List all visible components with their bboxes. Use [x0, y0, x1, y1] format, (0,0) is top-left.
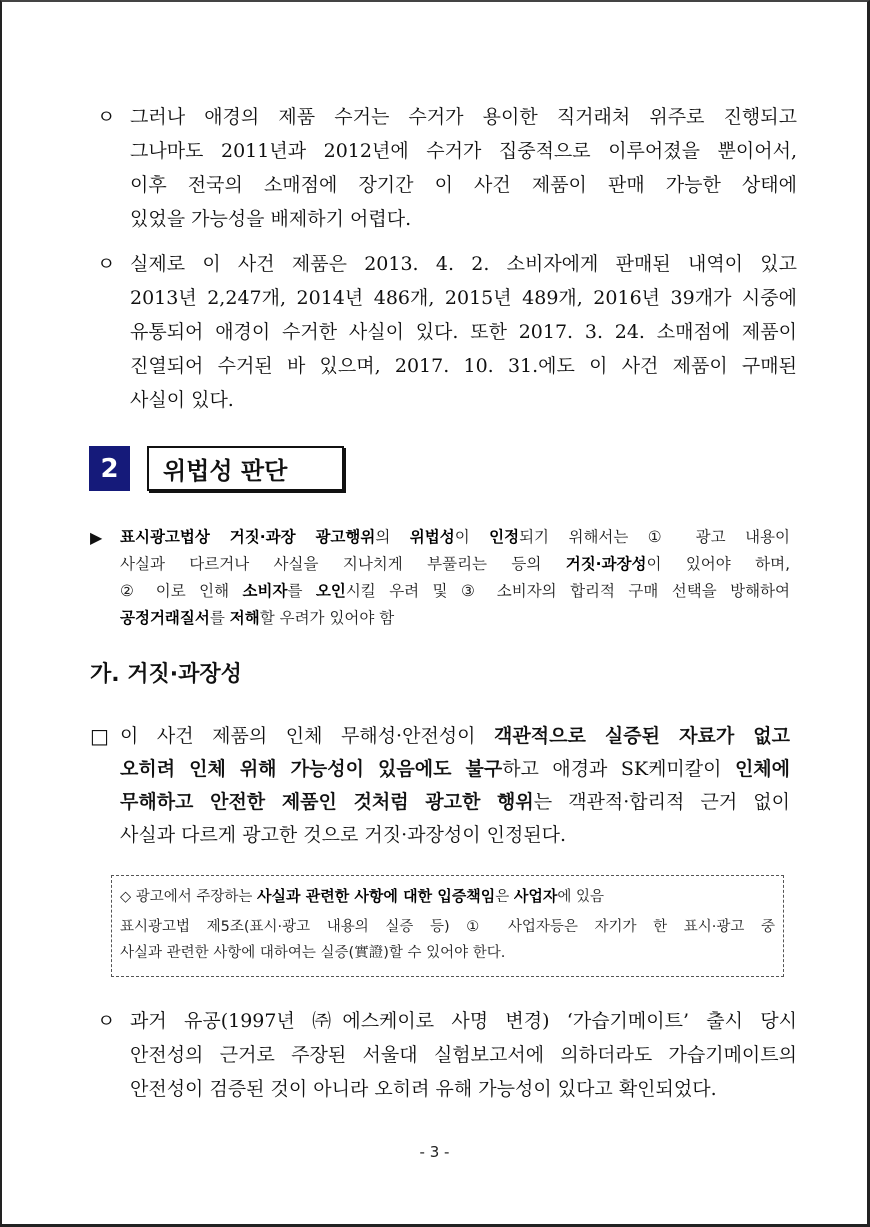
- finding-line: 이 사건 제품의 인체 무해성·안전성이 객관적으로 실증된 자료가 없고: [120, 725, 790, 747]
- paragraph-line: 있었을 가능성을 배제하기 어렵다.: [130, 208, 412, 230]
- finding-line: 오히려 인체 위해 가능성이 있음에도 불구하고 애경과 SK케미칼이 인체에: [120, 758, 791, 780]
- finding-line: 무해하고 안전한 제품인 것처럼 광고한 행위는 객관적·합리적 근거 없이: [120, 791, 790, 813]
- paragraph-sales-record: [97, 247, 797, 417]
- subsection-heading: 가. 거짓·과장성: [90, 662, 242, 687]
- paragraph-line: 그나마도 2011년과 2012년에 수거가 집중적으로 이루어졌을 뿐이어서,: [130, 140, 797, 162]
- finding-line: 사실과 다르게 광고한 것으로 거짓·과장성이 인정된다.: [120, 824, 567, 846]
- paragraph-seoul-univ-report: [97, 1004, 797, 1106]
- section-title: [147, 446, 344, 491]
- circle-bullet: ㅇ: [97, 106, 116, 128]
- paragraph-recall-scope: [97, 100, 797, 236]
- note-heading: ◇ 광고에서 주장하는 사실과 관련한 사항에 대한 입증책임은 사업자에 있음: [120, 887, 605, 905]
- paragraph-line: 안전성이 검증된 것이 아니라 오히려 유해 가능성이 있다고 확인되었다.: [130, 1078, 717, 1100]
- paragraph-line: 과거 유공(1997년 ㈜에스케이로 사명 변경) ‘가습기메이트’ 출시 당시: [130, 1010, 797, 1032]
- triangle-bullet-icon: ▶: [90, 528, 103, 547]
- paragraph-line: 안전성의 근거로 주장된 서울대 실험보고서에 의하더라도 가습기메이트의: [130, 1044, 797, 1066]
- square-bullet-icon: □: [90, 724, 109, 748]
- summary-line: ② 이로 인해 소비자를 오인시킬 우려 및 ③ 소비자의 합리적 구매 선택을 방해하여: [120, 582, 791, 600]
- paragraph-line: 유통되어 애경이 수거한 사실이 있다. 또한 2017. 3. 24. 소매점에 제품이: [130, 321, 797, 343]
- summary-line: 공정거래질서를 저해할 우려가 있어야 함: [120, 609, 395, 627]
- paragraph-line: 사실이 있다.: [130, 389, 234, 411]
- statute-text: 표시광고법 제5조(표시·광고 내용의 실증 등) ① 사업자등은 자기가 한 표시·광고 중: [120, 919, 775, 935]
- circle-bullet: ㅇ: [97, 1010, 116, 1032]
- page-number: - 3 -: [419, 1143, 450, 1161]
- summary-line: 표시광고법상 거짓·과장 광고행위의 위법성이 인정되기 위해서는 ① 광고 내용이: [120, 528, 790, 546]
- finding-paragraph: [90, 720, 790, 852]
- paragraph-line: 실제로 이 사건 제품은 2013. 4. 2. 소비자에게 판매된 내역이 있고: [130, 253, 797, 275]
- summary-line: 사실과 다르거나 사실을 지나치게 부풀리는 등의 거짓·과장성이 있어야 하며,: [120, 555, 790, 573]
- paragraph-line: 이후 전국의 소매점에 장기간 이 사건 제품이 판매 가능한 상태에: [130, 174, 797, 196]
- section-number-badge: 2: [89, 446, 130, 491]
- circle-bullet: ㅇ: [97, 253, 116, 275]
- illegality-summary: [90, 524, 790, 632]
- statute-text: 사실과 관련한 사항에 대하여는 실증(實證)할 수 있어야 한다.: [120, 945, 506, 961]
- paragraph-line: 진열되어 수거된 바 있으며, 2017. 10. 31.에도 이 사건 제품이 구매된: [130, 355, 797, 377]
- paragraph-line: 그러나 애경의 제품 수거는 수거가 용이한 직거래처 위주로 진행되고: [130, 106, 797, 128]
- paragraph-line: 2013년 2,247개, 2014년 486개, 2015년 489개, 2016년 39개가 시중에: [130, 287, 797, 309]
- burden-of-proof-note: [111, 875, 784, 977]
- section-title-text: 위법성 판단: [163, 457, 288, 485]
